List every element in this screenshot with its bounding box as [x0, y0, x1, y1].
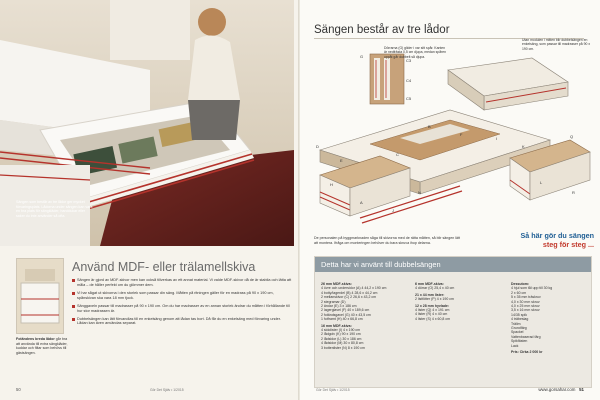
bullet-item: Sängen är gjord av MDF-skivor men kan också tillverkas av ett annat material. Vi valde MDF-skivor då de är stabila och lätta att måla – de håller perfekt om du glömmer dem.	[72, 278, 292, 287]
callout-single-bed	[522, 38, 594, 51]
publication-left: Gör Det Själv • 1/2015	[150, 388, 184, 392]
diagram-label: Q	[570, 134, 574, 139]
materials-item: 2 lådsidor (L) 30 x 186 cm	[321, 336, 362, 341]
bedroom-photo	[0, 0, 294, 246]
inset-caption	[16, 337, 68, 355]
intro-text: De personalen på byggmarknaden såga till skivorna med de rätta måtten, så blir sängen lätt att montera. Ifråga om monteringen behöver du bara skruva ihop delarna.	[314, 236, 461, 245]
materials-heading: 16 mm MDF-skiva:	[321, 323, 352, 328]
materials-item: 4 lister (S) 4 x 60,8 cm	[415, 316, 451, 321]
right-page-title: Sängen består av tre lådor	[314, 24, 450, 36]
diagram-label: F	[460, 132, 463, 137]
section-title: Använd MDF- eller trälamellskiva	[72, 260, 256, 274]
materials-col-3	[511, 280, 585, 355]
diagram-label: N	[418, 190, 421, 195]
materials-item: 2 x 60 cm	[511, 290, 527, 295]
materials-title: Detta har vi använt till dubbelsängen	[315, 257, 591, 272]
materials-item: 4,0 x 30 mm skruv	[511, 299, 540, 304]
single-bed-module	[448, 58, 568, 110]
page-number-right: 51	[579, 387, 584, 392]
materials-item: Grundfärg	[511, 326, 527, 331]
materials-box	[314, 256, 592, 388]
materials-item: 14/35 spik	[511, 312, 527, 317]
publication-right: Gör Det Själv • 1/2015	[316, 388, 350, 392]
diagram-label: C5	[406, 96, 412, 101]
next-article-arrow: ...	[588, 239, 594, 249]
materials-heading: 12 x 28 mm hyvlade:	[415, 303, 450, 308]
materials-item: 1 fotframt (H) 40 x 66,8 cm	[321, 317, 363, 322]
bullet-item: Sänggaveln passar till madrasser på 90 x 190 cm. Om du har madrasser av en annan storlek ändrar du måtten i förhållande till hur stor madrassen är.	[72, 304, 292, 313]
callout-doors	[384, 46, 446, 59]
bullet-item: Dubbelsängen kan lätt förvandlas till en enkelsäng genom att lådan tas bort. Då får du en enkelsäng med förvaring under. Lådan kan även användas separat.	[72, 317, 292, 326]
materials-item: 2 mellanskivor (C) 2 26,6 x 43,2 cm	[321, 295, 377, 300]
materials-item: 4 lister (Q) 4 x 191 cm	[415, 308, 450, 313]
materials-item: 2 ändar (E) 3 x 186 cm	[321, 304, 357, 309]
materials-item: 2 fotändsgavel (G) 40 x 43,5 cm	[321, 312, 371, 317]
materials-item: 5 x 35 mm träskruv	[511, 295, 541, 300]
materials-body	[315, 272, 591, 355]
inset-caption-bold: Fotändens breda lådor	[16, 337, 55, 341]
bullet-item: Vi har sågat ut skivorna i den storlek som passar din säng. Måtten på ritningen gäller för en madrass på 90 x 190 cm, spånskivan ska vara 18 mm tjock.	[72, 291, 292, 300]
materials-item: 2 lådgolv (K) 90 x 190 cm	[321, 332, 361, 337]
callout-doors-text: Dörrarna (G) glider i var sitt spår. Kanten är nedfrästa 0,5 cm djupa, medan spåren uppåt går dubbelt så djupa.	[384, 46, 447, 59]
materials-item: 4 hjul som tål upp till 30 kg	[511, 286, 553, 291]
diagram-label: E	[340, 158, 343, 163]
materials-item: 4,0 x 25 mm skruv	[511, 304, 540, 309]
diagram-label: H	[330, 182, 333, 187]
materials-item: 2 listfötter (P) 4 x 190 cm	[415, 297, 454, 302]
page-number-left: 50	[16, 387, 21, 392]
materials-item: Vattenbaserad färg	[511, 334, 541, 339]
materials-item: 2 lagerglavel (F) 40 x 189,6 cm	[321, 308, 370, 313]
materials-item: 2 stegramar (D)	[321, 299, 346, 304]
materials-item: 4 botty/lagerdel (B) 4 28,6 x 44,2 cm	[321, 290, 378, 295]
diagram-label: A	[360, 200, 363, 205]
materials-item: 4 övre och undersidor (A) 4 44,2 x 190 cm	[321, 286, 387, 291]
materials-item: 3,5 x 16 mm skruv	[511, 308, 540, 313]
callout-single-text: Utan modulen i mitten blir dubbelsängen en enkelsäng, som passar till madrasser på 90 x 190 cm.	[522, 38, 591, 51]
website-link[interactable]	[538, 387, 584, 392]
next-article-line-2: steg för steg	[542, 239, 586, 249]
materials-item: 3 bottenlister (N) 8 x 190 cm	[321, 345, 365, 350]
photo-caption: Sängen som består av tre lådor ger mycket förvaringsplats. Lådorna under sängen kan vara en bra plats för sängkläder, handdukar eller saker du inte använder så ofta.	[16, 200, 93, 218]
diagram-label: C3	[406, 58, 412, 63]
materials-col-2	[415, 280, 495, 321]
materials-heading: 26 mm MDF-skiva:	[321, 282, 352, 286]
website-text: www.gorsahar.com	[538, 387, 576, 392]
diagram-label: G	[360, 54, 364, 59]
bullet-list	[72, 278, 292, 330]
right-page	[300, 0, 600, 400]
materials-heading: 21 x 44 mm lister:	[415, 292, 445, 297]
materials-item: Spikfästen	[511, 339, 528, 344]
diagram-label: D	[316, 144, 319, 149]
materials-price: Pris: Cirka 2 000 kr	[511, 350, 543, 355]
cross-section-detail	[370, 54, 404, 104]
next-article-line-1: Så här gör du sängen	[520, 231, 594, 240]
inset-photo	[16, 258, 64, 334]
diagram-label: J	[392, 208, 394, 213]
diagram-label: L	[540, 180, 543, 185]
diagram-label: I	[496, 136, 498, 141]
materials-heading: 6 mm MDF-skiva:	[415, 282, 444, 286]
materials-item: 4 lådsidor (M) 30 x 80,8 cm	[321, 341, 364, 346]
diagram-label: C	[396, 152, 399, 157]
materials-item: Spackel	[511, 330, 524, 335]
diagram-label: C4	[406, 78, 412, 83]
diagram-label: B	[428, 124, 431, 129]
materials-item: 4 träbeslag	[511, 317, 529, 322]
bed-exploded-diagram	[300, 40, 600, 250]
materials-col-1	[321, 280, 409, 350]
diagram-label: K	[522, 144, 525, 149]
materials-heading: Dessutom:	[511, 282, 530, 286]
materials-item: Lack	[511, 343, 519, 348]
inset-caption-text: går bra att använda till extra sängkläder, kuddar och filtar som behövs till gästsängen.	[16, 337, 68, 355]
materials-item: 4 sidolister (I) 4 x 190 cm	[321, 328, 361, 333]
materials-item: 4 dörrar (O) 25,4 x 40 cm	[415, 286, 455, 291]
next-article-link[interactable]	[514, 232, 594, 249]
diagram-label: R	[572, 190, 575, 195]
materials-item: 4 lister (R) 4 x 40 cm	[415, 312, 448, 317]
materials-item: Trälim	[511, 321, 521, 326]
